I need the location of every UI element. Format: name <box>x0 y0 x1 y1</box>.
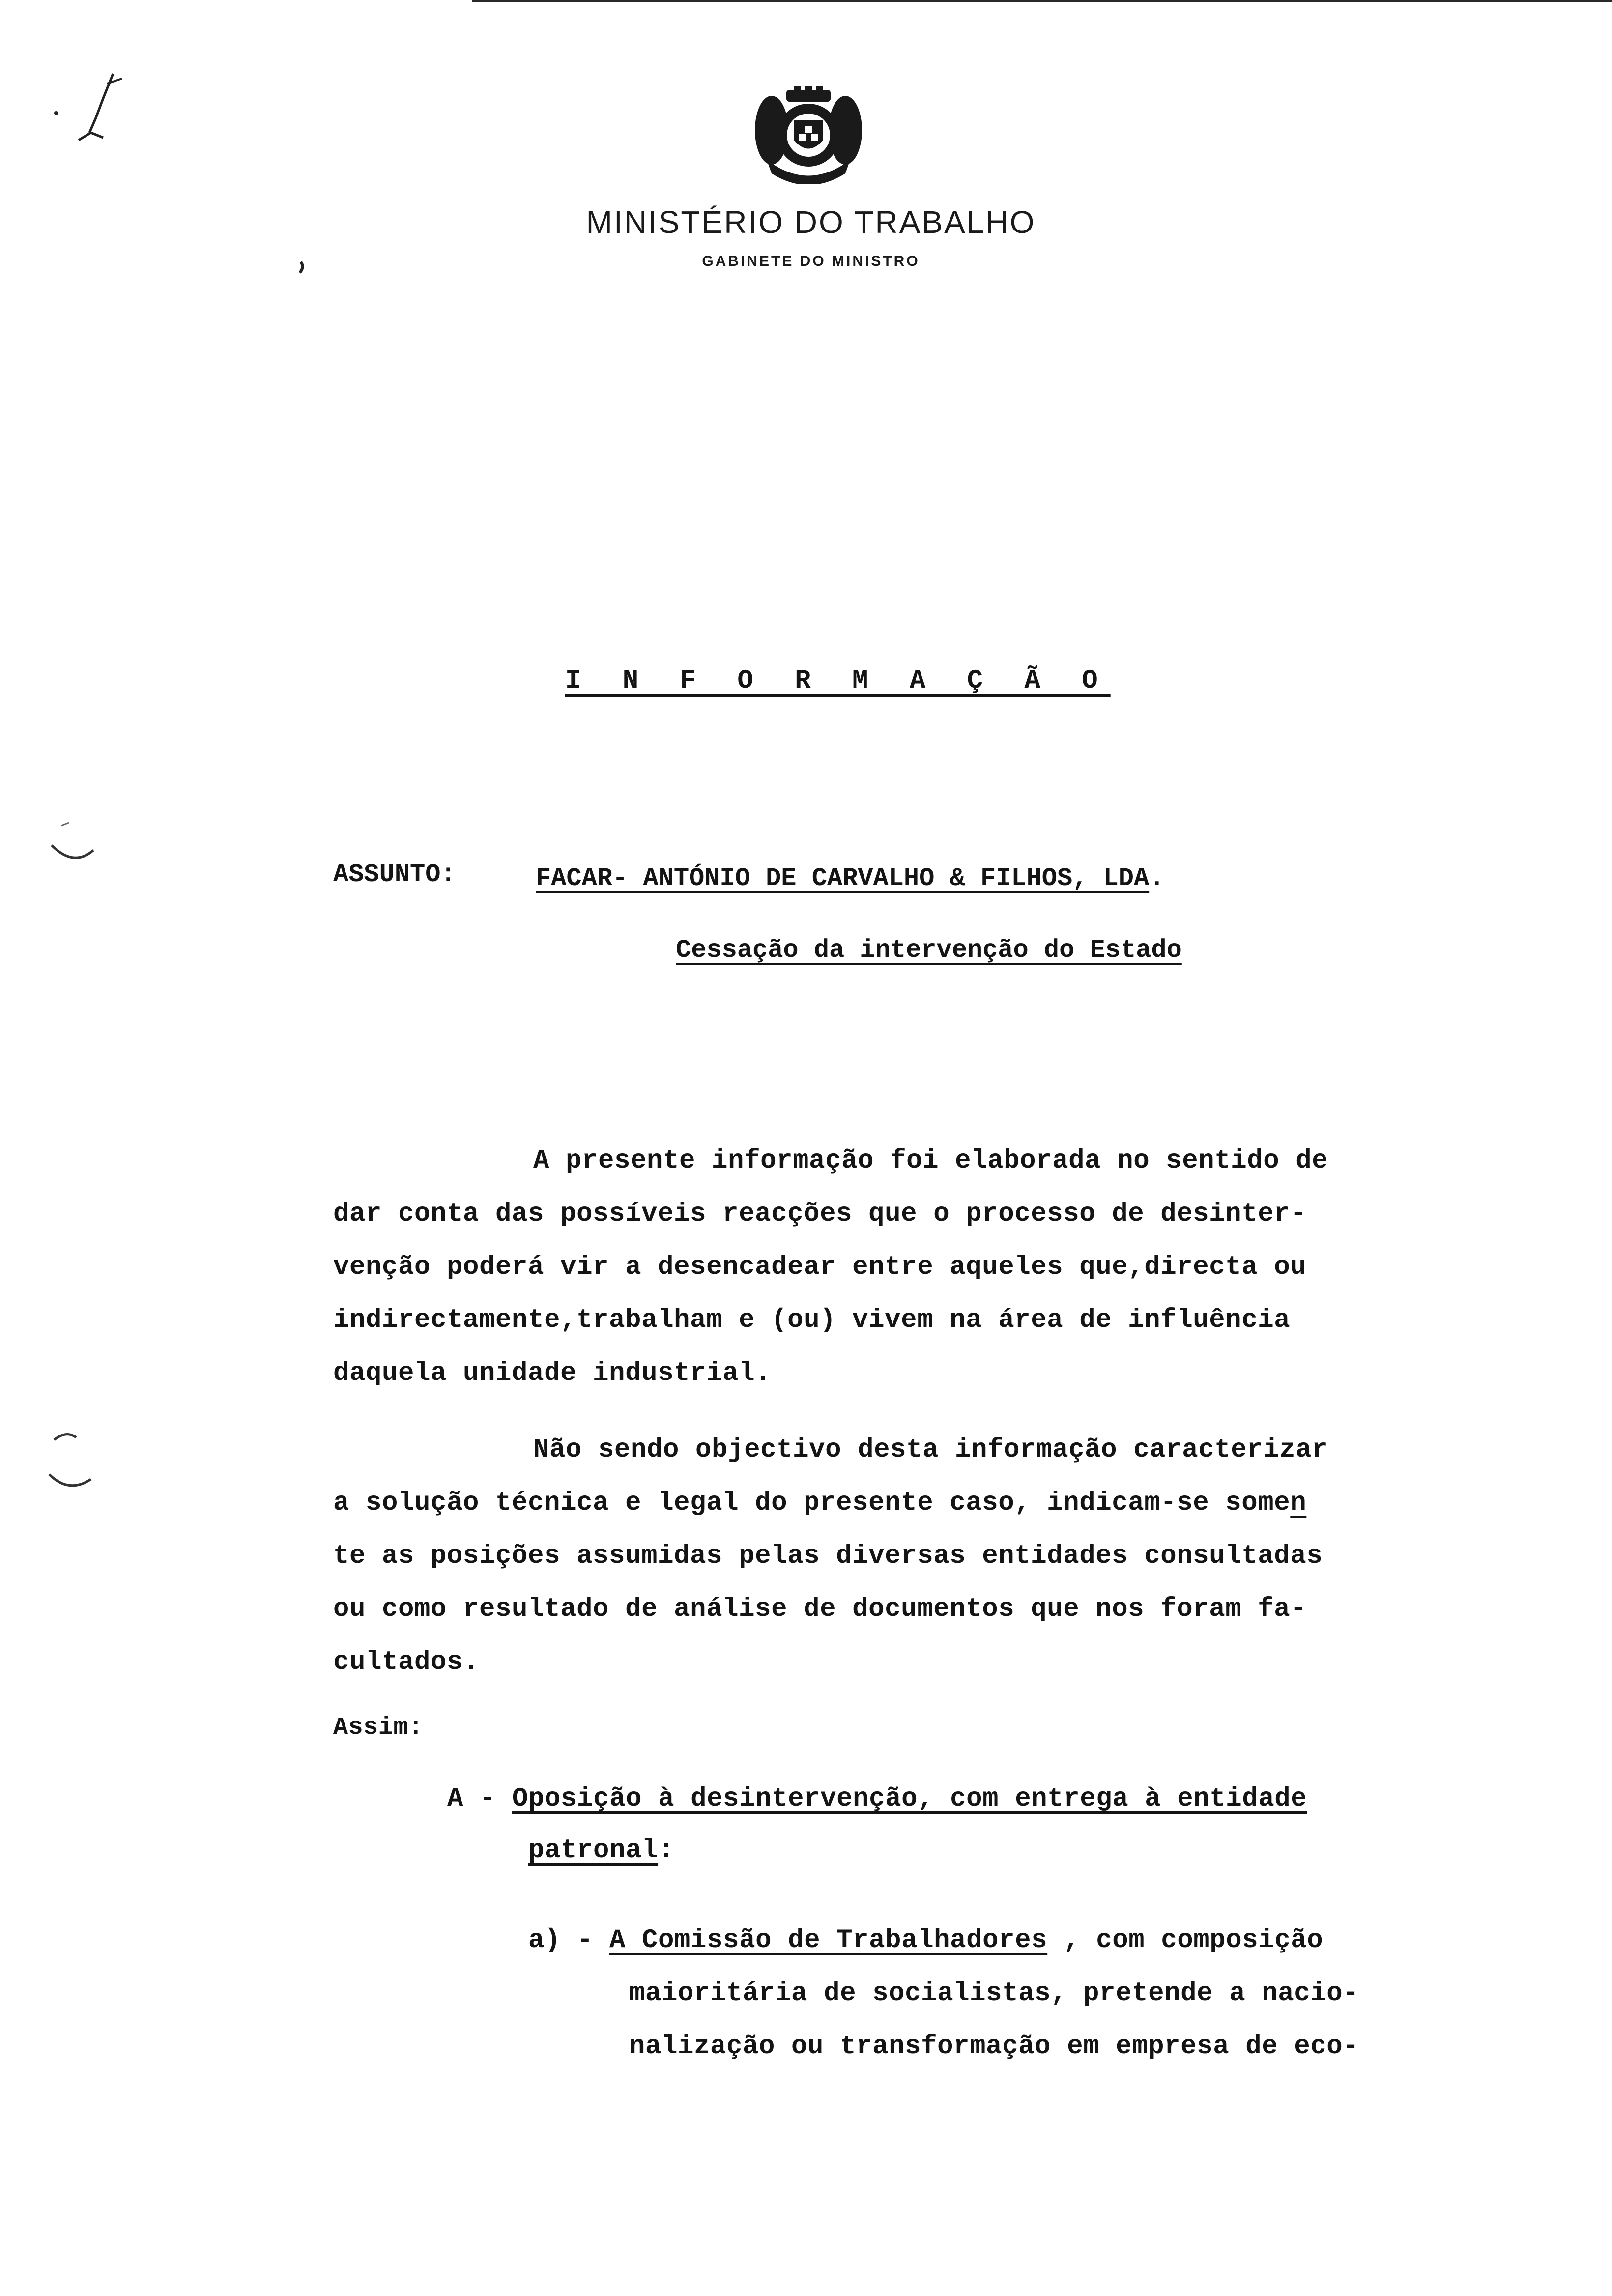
item-lead: A Comissão de Trabalhadores <box>609 1925 1048 1955</box>
paragraph-text-underlined: n <box>1290 1488 1307 1518</box>
paragraph-line: indirectamente,trabalham e (ou) vivem na área de influência <box>333 1305 1291 1335</box>
section-heading-colon: : <box>658 1836 675 1866</box>
ministry-name: MINISTÉRIO DO TRABALHO <box>586 204 1036 240</box>
document-title: I N F O R M A Ç Ã O <box>565 666 1111 696</box>
section-heading-text: Oposição à desintervenção, com entrega à entidade <box>512 1784 1307 1814</box>
paragraph-line: cultados. <box>333 1647 480 1677</box>
paragraph-line: A presente informação foi elaborada no sentido de <box>533 1146 1328 1176</box>
section-a-heading <box>447 1784 1307 1814</box>
item-a-line: nalização ou transformação em empresa de eco- <box>629 2032 1359 2062</box>
dot-mark <box>295 258 310 278</box>
section-heading-text: patronal <box>528 1836 659 1866</box>
section-marker: A - <box>447 1784 513 1814</box>
paragraph-line: daquela unidade industrial. <box>333 1358 772 1388</box>
item-a-line <box>528 1925 1323 1955</box>
paragraph-line: dar conta das possíveis reacções que o processo de desinter- <box>333 1199 1307 1229</box>
bracket-mark <box>44 1425 98 1499</box>
paragraph-line: te as posições assumidas pelas diversas entidades consultadas <box>333 1541 1323 1571</box>
section-a-heading-cont <box>528 1836 674 1866</box>
coat-of-arms-icon <box>752 86 865 184</box>
paragraph-line: Não sendo objectivo desta informação caracterizar <box>533 1435 1328 1465</box>
top-border-rule <box>472 0 1612 2</box>
subject-company-period: . <box>1149 864 1165 893</box>
paragraph-line: ou como resultado de análise de documentos que nos foram fa- <box>333 1594 1307 1624</box>
bracket-mark <box>47 816 101 870</box>
subject-company <box>536 864 1164 893</box>
assim-label: Assim: <box>333 1714 424 1742</box>
handwritten-mark <box>49 64 138 147</box>
subject-matter: Cessação da intervenção do Estado <box>676 936 1182 965</box>
item-text: , com composição <box>1047 1925 1324 1955</box>
item-a-line: maioritária de socialistas, pretende a nacio- <box>629 1979 1359 2009</box>
office-name: GABINETE DO MINISTRO <box>702 253 920 269</box>
item-marker: a) - <box>528 1925 610 1955</box>
paragraph-line <box>333 1488 1306 1518</box>
paragraph-text: a solução técnica e legal do presente caso, indicam-se some <box>333 1488 1291 1518</box>
paragraph-line: venção poderá vir a desencadear entre aqueles que,directa ou <box>333 1252 1307 1282</box>
subject-label: ASSUNTO: <box>333 860 456 889</box>
subject-company-name: FACAR- ANTÓNIO DE CARVALHO & FILHOS, LDA <box>536 864 1150 893</box>
